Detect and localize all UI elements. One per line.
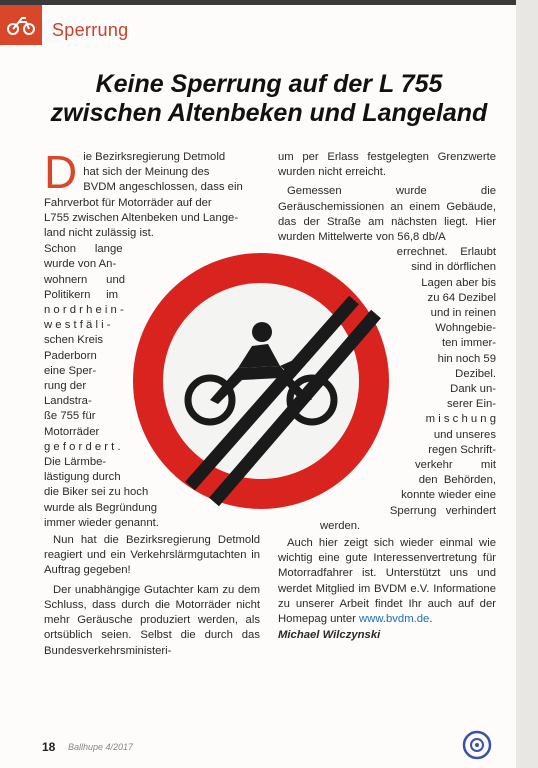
bvdm-logo-icon (462, 730, 492, 760)
right-paragraph-2-line: Sperrung verhindert (389, 504, 496, 517)
left-paragraph-2-line: Paderborn (44, 349, 97, 362)
right-paragraph-2-line: Wohngebie- (435, 322, 496, 335)
left-paragraph-2-line: Motorräder (44, 425, 100, 438)
left-paragraph-2-line: n o r d r h e i n - (44, 304, 124, 317)
left-paragraph-2-line: eine Sper- (44, 364, 97, 377)
left-paragraph-1-line: L755 zwischen Altenbeken und Lange- (44, 211, 239, 224)
left-paragraph-2-line: wurde als Begründung (44, 501, 158, 514)
link-suffix: . (429, 613, 433, 626)
right-paragraph-2-line: m i s c h u n g (425, 413, 496, 426)
motorcycle-section-icon (0, 5, 42, 45)
section-label: Sperrung (52, 20, 129, 40)
right-paragraph-2-line: serer Ein- (447, 398, 496, 411)
right-paragraph-3 (278, 536, 496, 627)
left-paragraph-2-line: Landstra- (44, 395, 92, 408)
right-paragraph-2-end: werden. (320, 519, 361, 532)
article-headline (0, 70, 538, 128)
right-paragraph-2-line: regen Schrift- (428, 443, 496, 456)
left-paragraph-1-line: hat sich der Meinung des (83, 166, 210, 179)
page-number: 18 (42, 740, 56, 754)
left-paragraph-3: Nun hat die Bezirksregierung Detmold reagiert und ein Verkehrslärmgutachten in Auftrag gegeben! (44, 534, 260, 577)
left-paragraph-2-line: schen Kreis (44, 334, 104, 347)
left-paragraph-2-line: lästigung durch (44, 471, 121, 484)
right-paragraph-2-line: errechnet. Erlaubt (396, 246, 496, 259)
no-motorcycles-sign-image (130, 250, 392, 512)
left-paragraph-2-line: ße 755 für (44, 410, 96, 423)
right-paragraph-2-line: und unseres (433, 428, 496, 441)
left-paragraph-2-line: rung der (44, 380, 87, 393)
left-paragraph-2-line: die Biker sei zu hoch (44, 486, 149, 499)
left-paragraph-2-line: Politikern im (44, 288, 119, 301)
right-paragraph-2-line: zu 64 Dezibel (427, 291, 496, 304)
left-paragraph-2-line: wohnern und (44, 273, 126, 286)
left-paragraph-1-line: Fahrverbot für Motorräder auf der (44, 196, 212, 209)
right-paragraph-2-top: Gemessen wurde die Geräuschemissionen an einem Gebäude, das der Straße am nächsten liegt. Hier wurden Mittelwerte von 56,8 db/A (278, 185, 496, 244)
left-paragraph-1-line: land nicht zulässig ist. (44, 227, 154, 240)
author-name: Michael Wilczynski (278, 629, 381, 642)
headline-line-1: Keine Sperrung auf der L 755 (95, 70, 443, 98)
left-paragraph-2-line: wurde von An- (44, 258, 117, 271)
right-paragraph-1: um per Erlass festgelegten Grenzwerte wurden nicht erreicht. (278, 151, 496, 179)
right-paragraph-2-line: den Behörden, (418, 474, 496, 487)
left-paragraph-4: Der unabhängige Gutachter kam zu dem Schluss, dass durch die Motorräder nicht mehr Geräusche produziert werden, als ortsüblich seien. Selbst die durch das Bundesverkehrsministeri- (44, 583, 260, 657)
right-paragraph-2-line: hin noch 59 (437, 352, 496, 365)
left-paragraph-2-line: immer wieder genannt. (44, 516, 159, 529)
right-paragraph-2-line: konnte wieder eine (401, 489, 496, 502)
right-paragraph-2-line: verkehr mit (415, 459, 496, 472)
left-paragraph-1-line: BVDM angeschlossen, dass ein (83, 181, 243, 194)
right-paragraph-2-line: und in reinen (430, 307, 496, 320)
left-paragraph-1-line: ie Bezirksregierung Detmold (83, 151, 226, 163)
right-paragraph-2-line: sind in dörflichen (411, 261, 496, 274)
headline-line-2: zwischen Altenbeken und Langeland (50, 99, 488, 127)
left-paragraph-2-line: Schon lange (44, 243, 123, 256)
right-paragraph-2-line: ten immer- (442, 337, 496, 350)
right-paragraph-2-line: Lagen aber bis (421, 276, 496, 289)
website-link[interactable]: www.bvdm.de (359, 613, 430, 626)
left-paragraph-2-line: Die Lärmbe- (44, 456, 107, 469)
top-rule (0, 0, 538, 5)
right-paragraph-3-text: Auch hier zeigt sich wieder einmal wie wichtig eine gute Interessenvertretung für Motorradfahrer ist. Unterstützt uns und werdet Mitglied im BVDM e.V. Informatione zu unserer Arbeit findet Ihr auch auf der Homepag unter (278, 537, 496, 626)
magazine-issue: Ballhupe 4/2017 (68, 742, 134, 752)
right-paragraph-2-line: Dezibel. (455, 367, 496, 380)
left-paragraph-2-line: w e s t f ä l i - (44, 319, 111, 332)
right-paragraph-2-line: Dank un- (450, 383, 496, 396)
left-paragraph-2-line: g e f o r d e r t . (44, 440, 121, 453)
drop-cap: D (44, 146, 78, 198)
